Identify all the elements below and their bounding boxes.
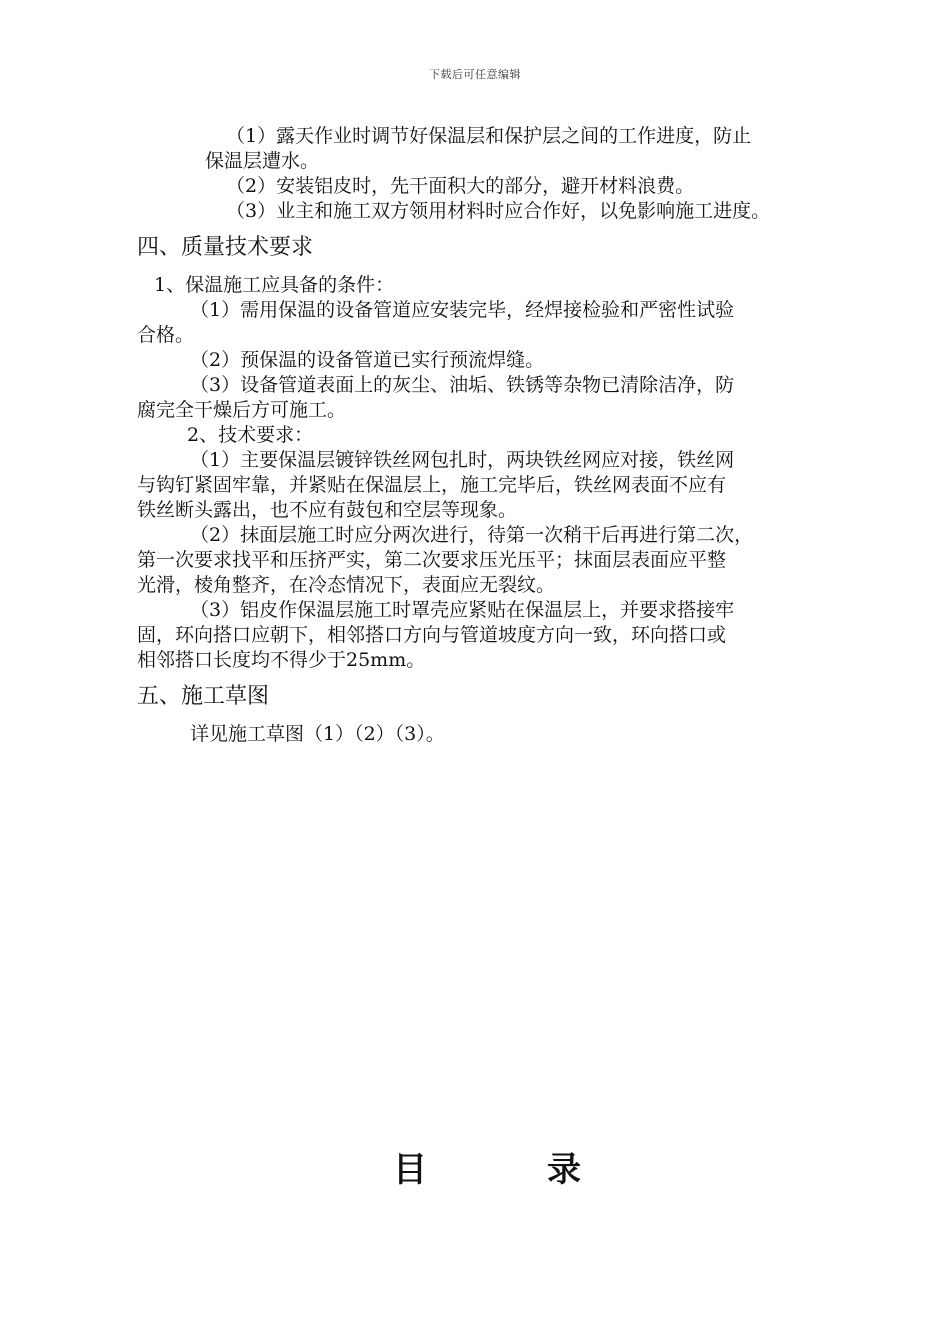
s4-sub2-item1-line1: （1）主要保温层镀锌铁丝网包扎时，两块铁丝网应对接，铁丝网 bbox=[190, 449, 735, 471]
s4-sub1-item2: （2）预保温的设备管道已实行预流焊缝。 bbox=[190, 349, 545, 371]
s4-sub1-item3-line2: 腐完全干燥后方可施工。 bbox=[137, 399, 347, 421]
s4-sub1-item1-line1: （1）需用保温的设备管道应安装完毕，经焊接检验和严密性试验 bbox=[190, 299, 735, 321]
s3-item1-line2: 保温层遭水。 bbox=[205, 150, 320, 172]
s4-sub2-item1-line3: 铁丝断头露出，也不应有鼓包和空层等现象。 bbox=[137, 499, 518, 521]
s4-sub2-item2-line3: 光滑，棱角整齐，在冷态情况下，表面应无裂纹。 bbox=[137, 574, 556, 596]
s4-sub2-item2-line1: （2）抹面层施工时应分两次进行，待第一次稍干后再进行第二次， bbox=[190, 524, 754, 546]
s4-sub2-item1-line2: 与钩钉紧固牢靠，并紧贴在保温层上，施工完毕后，铁丝网表面不应有 bbox=[137, 474, 727, 496]
s4-sub2-item3-line3: 相邻搭口长度均不得少于25mm。 bbox=[137, 649, 426, 671]
s4-sub2-item2-line2: 第一次要求找平和压挤严实，第二次要求压光压平；抹面层表面应平整 bbox=[137, 549, 727, 571]
s4-sub2-item3-line2: 固，环向搭口应朝下，相邻搭口方向与管道坡度方向一致，环向搭口或 bbox=[137, 624, 727, 646]
section-four-title: 四、质量技术要求 bbox=[137, 235, 314, 260]
s4-sub1-item3-line1: （3）设备管道表面上的灰尘、油垢、铁锈等杂物已清除洁净，防 bbox=[190, 374, 735, 396]
header-note: 下载后可任意编辑 bbox=[429, 68, 521, 81]
s5-body: 详见施工草图（1）（2）（3）。 bbox=[190, 723, 445, 745]
section-five-title: 五、施工草图 bbox=[137, 684, 270, 709]
toc-title-char-2: 录 bbox=[547, 1150, 581, 1190]
s3-item1-line1: （1）露天作业时调节好保温层和保护层之间的工作进度，防止 bbox=[226, 125, 752, 147]
s3-item3: （3）业主和施工双方领用材料时应合作好，以免影响施工进度。 bbox=[226, 200, 771, 222]
s4-sub1-title: 1、保温施工应具备的条件： bbox=[154, 274, 395, 296]
s4-sub2-title: 2、技术要求： bbox=[187, 424, 314, 446]
toc-title-char-1: 目 bbox=[393, 1150, 427, 1190]
s4-sub1-item1-line2: 合格。 bbox=[137, 324, 195, 346]
s3-item2: （2）安装铝皮时，先干面积大的部分，避开材料浪费。 bbox=[226, 175, 695, 197]
s4-sub2-item3-line1: （3）铝皮作保温层施工时罩壳应紧贴在保温层上，并要求搭接牢 bbox=[190, 599, 735, 621]
